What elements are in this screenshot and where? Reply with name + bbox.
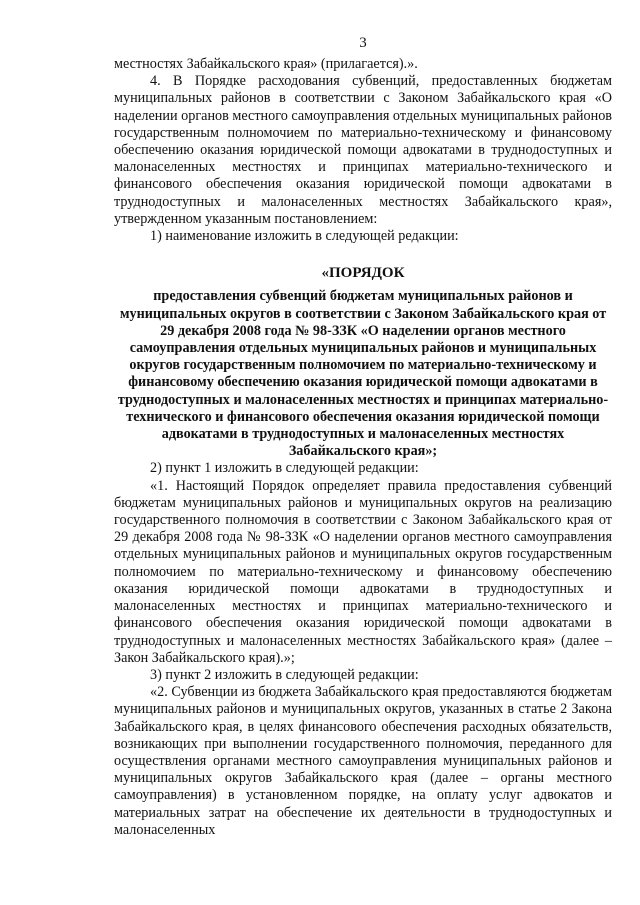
page-number: 3 [359,35,367,51]
paragraph-clause-2: «2. Субвенции из бюджета Забайкальского края предоставляются бюджетам муниципальных районов и муниципальных округов, указанных в статье 2 Закона Забайкальского края, в целях финансового обеспечения расходных обязательств, возникающих при выполнении государственного полномочия, переданного для осуществления органами местного самоуправления муниципальных районов и муниципальных округов Забайкальского края (далее – органы местного самоуправления) в установленном порядке, на оплату услуг адвокатов и материальных затрат на обеспечение их деятельности в труднодоступных и малонаселенных [114,684,612,838]
paragraph-item-4: 4. В Порядке расходования субвенций, предоставленных бюджетам муниципальных районов в соответствии с Законом Забайкальского края «О наделении органов местного самоуправления отдельных муниципальных районов государственным полномочием по материально-техническому и финансовому обеспечению оказания юридической помощи адвокатами в труднодоступных и малонаселенных местностях и принципах материально-технического и финансового обеспечения оказания юридической помощи адвокатами в труднодоступных и малонаселенных местностях Забайкальского края», утвержденном указанным постановлением: [114,73,612,227]
section-heading-text: предоставления субвенций бюджетам муниципальных районов и муниципальных округов в соответствии с Законом Забайкальского края от 29 декабря 2008 года № 98-ЗЗК «О наделении органов местного самоуправления отдельных муниципальных районов и муниципальных округов государственным полномочием по материально-техническому и финансовому обеспечению оказания юридической помощи адвокатами в труднодоступных и малонаселенных местностях и принципах материально-технического и финансового обеспечения оказания юридической помощи адвокатами в труднодоступных и малонаселенных местностях Забайкальского края»; [117,288,609,460]
paragraph-subitem-3: 3) пункт 2 изложить в следующей редакции: [150,666,419,683]
paragraph-clause-1: «1. Настоящий Порядок определяет правила предоставления субвенций бюджетам муниципальных районов и муниципальных округов на реализацию государственного полномочия в соответствии с Законом Забайкальского края от 29 декабря 2008 года № 98-ЗЗК «О наделении органов местного самоуправления отдельных муниципальных районов и муниципальных округов государственным полномочием по материально-техническому и финансовому обеспечению оказания юридической помощи адвокатами в труднодоступных и малонаселенных местностях и принципах материально-технического и финансового обеспечения оказания юридической помощи адвокатами в труднодоступных и малонаселенных местностях Забайкальского края» (далее – Закон Забайкальского края).»; [114,477,612,666]
paragraph-continuation: местностях Забайкальского края» (прилагается).». [114,56,418,72]
document-page [114,34,612,839]
paragraph-subitem-1: 1) наименование изложить в следующей редакции: [150,228,459,245]
section-title: «ПОРЯДОК [321,265,405,282]
paragraph-subitem-2: 2) пункт 1 изложить в следующей редакции: [150,460,419,477]
